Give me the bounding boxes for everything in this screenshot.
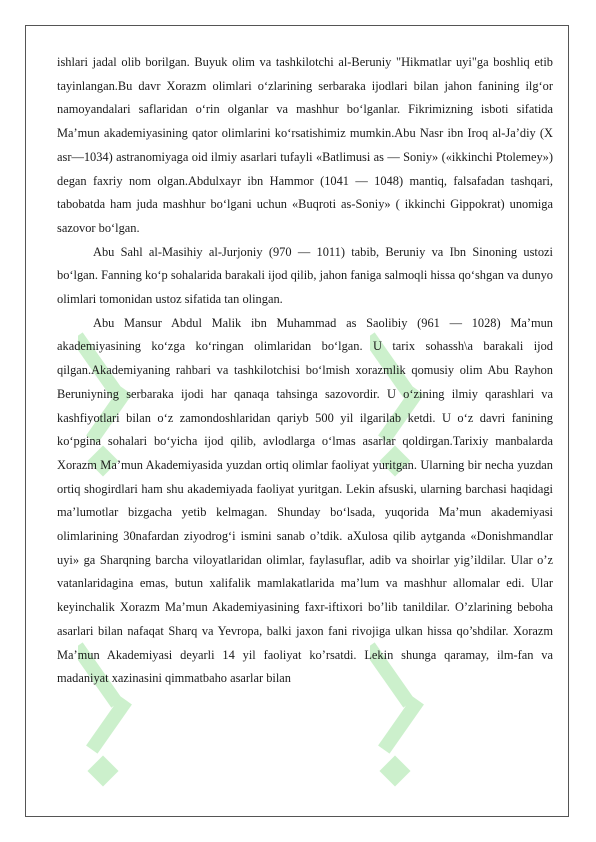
paragraph: Abu Sahl al-Masihiy al-Jurjoniy (970 — 1011) tabib, Beruniy va Ibn Sinoning ustozi bo‘lgan. Fanning ko‘p sohalarida barakali ijod qilib, jahon faniga salmoqli hissa qo‘shgan va dunyo olimlari tomonidan ustoz sifatida tan olingan. [57, 244, 553, 307]
paragraph: ishlari jadal olib borilgan. Buyuk olim va tashkilotchi al-Beruniy "Hikmatlar uyi"ga boshliq etib tayinlangan.Bu davr Xorazm olimlari o‘zlarining serbaraka ijodlari bilan jahon fanining ilg‘or namoyandalari saflaridan o‘rin olganlar va mashhur bo‘lganlar. Fikrimizning isboti sifatida Ma’mun akademiyasining qator olimlarini ko‘rsatishimiz mumkin.Abu Nasr ibn Iroq al-Ja’diy (X asr—1034) astranomiyaga oid ilmiy asarlari tufayli «Batlimusi as — Soniy» («ikkinchi Ptolemey») degan faxriy nom olgan.Abdulxayr ibn Hammor (1041 — 1048) mantiq, falsafadan tashqari, tabobatda ham juda mashhur bo‘lgani uchun «Buqroti as-Soniy» ( ikkinchi Gippokrat) unomiga sazovor bo‘lgan. [57, 55, 553, 235]
paragraph: Abu Mansur Abdul Malik ibn Muhammad as Saolibiy (961 — 1028) Ma’mun akademiyasining ko‘zga ko‘ringan olimlaridan bo‘lgan. U tarix sohassh\a barakali ijod qilgan.Akademiyaning rahbari va tashkilotchisi bo‘lmish xorazmlik qomusiy olim Abu Rayhon Beruniyning serbaraka ijodi har qanaqa tahsinga sazovordir. U o‘zining ilmiy qarashlari va kashfiyotlari bilan o‘z zamondoshlaridan qariyb 500 yil ilgarilab ketdi. U o‘z davri fanining ko‘pgina sohalari bo‘yicha ijod qilib, avlodlarga o‘lmas asarlar qoldirgan.Tarixiy manbalarda Xorazm Ma’mun Akademiyasida yuzdan ortiq olimlar faoliyat yuritgan. Ularning bir necha yuzdan ortiq shogirdlari ham shu akademiyada faoliyat yuritgan. Lekin afsuski, ularning barchasi haqidagi ma’lumotlar bizgacha yetib kelmagan. Shunday bo‘lsada, yuqorida Ma’mun akademiyasi olimlarining 30nafardan ziyodrog‘i ismini sanab o’tdik. aXulosa qilib aytganda «Donishmandlar uyi» ga Sharqning barcha viloyatlaridan olimlar, faylasuflar, adib va shoirlar yig’ildilar. Ular o’z vatanlaridagina emas, butun xalifalik mamlakatlarida ma’lum va mashhur allomalar edi. Ular keyinchalik Xorazm Ma’mun Akademiyasining faxr-iftixori bo’lib tanildilar. O’zlarining beboha asarlari bilan nafaqat Sharq va Yevropa, balki jaxon fani rivojiga ulkan hissa qo’shdilar. Xorazm Ma’mun Akademiyasi deyarli 14 yil faoliyat ko’rsatdi. Lekin shunga qaramay, ilm-fan va madaniyat xazinasini qimmatbaho asarlar bilan [57, 315, 553, 686]
document-body [57, 51, 553, 691]
